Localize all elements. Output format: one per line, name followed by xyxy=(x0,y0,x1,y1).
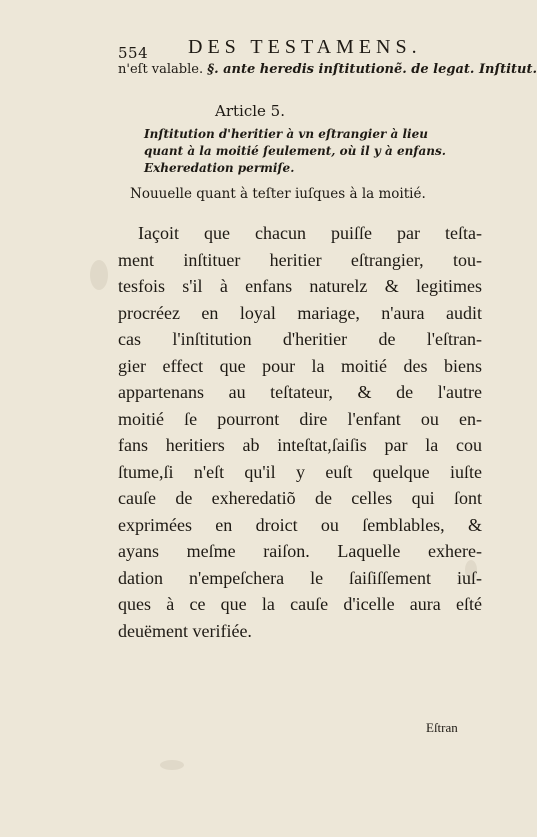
article-note: Nouuelle quant à teſter iuſques à la moitié. xyxy=(130,186,426,202)
article-title: Article 5. xyxy=(215,102,285,120)
body-line: ment inſtituer heritier eſtrangier, tou- xyxy=(118,249,482,270)
carry-over-line xyxy=(118,62,537,77)
article-summary xyxy=(144,126,474,177)
running-head: DES TESTAMENS. xyxy=(188,36,422,58)
body-line: exprimées en droict ou ſemblables, & xyxy=(118,514,482,535)
legal-reference: §. ante heredis inſtitutionẽ. de legat. Inſtitut. xyxy=(207,62,537,77)
body-line: Iaçoit que chacun puiſſe par teſta- xyxy=(138,223,482,243)
carry-over-text: n'eſt valable. xyxy=(118,62,204,77)
body-line: cas l'inſtitution d'heritier de l'eſtran- xyxy=(118,329,482,349)
body-line: ayans meſme raiſon. Laquelle exhere- xyxy=(118,541,482,561)
body-line: moitié ſe pourront dire l'enfant ou en- xyxy=(118,408,482,429)
summary-line: Exheredation permiſe. xyxy=(144,161,295,175)
body-line: fans heritiers ab inteſtat,ſaiſis par la cou xyxy=(118,435,482,455)
catchword: Eſtran xyxy=(426,720,458,735)
body-line: deuëment verifiée. xyxy=(118,620,252,641)
body-line: appartenans au teſtateur, & de l'autre xyxy=(118,382,482,402)
body-line: tesfois s'il à enfans naturelz & legitimes xyxy=(118,276,482,296)
page-header xyxy=(118,36,478,64)
summary-line: Inſtitution d'heritier à vn eſtrangier à lieu xyxy=(144,127,428,141)
article-body xyxy=(118,220,482,644)
body-line: ſtume,ſi n'eſt qu'il y euſt quelque iuſte xyxy=(118,461,482,482)
summary-line: quant à la moitié ſeulement, où il y à enfans. xyxy=(144,144,446,158)
paper-stain xyxy=(160,760,184,770)
paper-stain xyxy=(90,260,108,290)
body-line: dation n'empeſchera le ſaiſiſſement iuſ- xyxy=(118,567,482,588)
body-line: cauſe de exheredatiõ de celles qui ſont xyxy=(118,488,482,508)
body-line: ques à ce que la cauſe d'icelle aura eſté xyxy=(118,594,482,614)
body-line: gier effect que pour la moitié des biens xyxy=(118,355,482,376)
body-line: procréez en loyal mariage, n'aura audit xyxy=(118,302,482,323)
page-number: 554 xyxy=(118,44,149,62)
